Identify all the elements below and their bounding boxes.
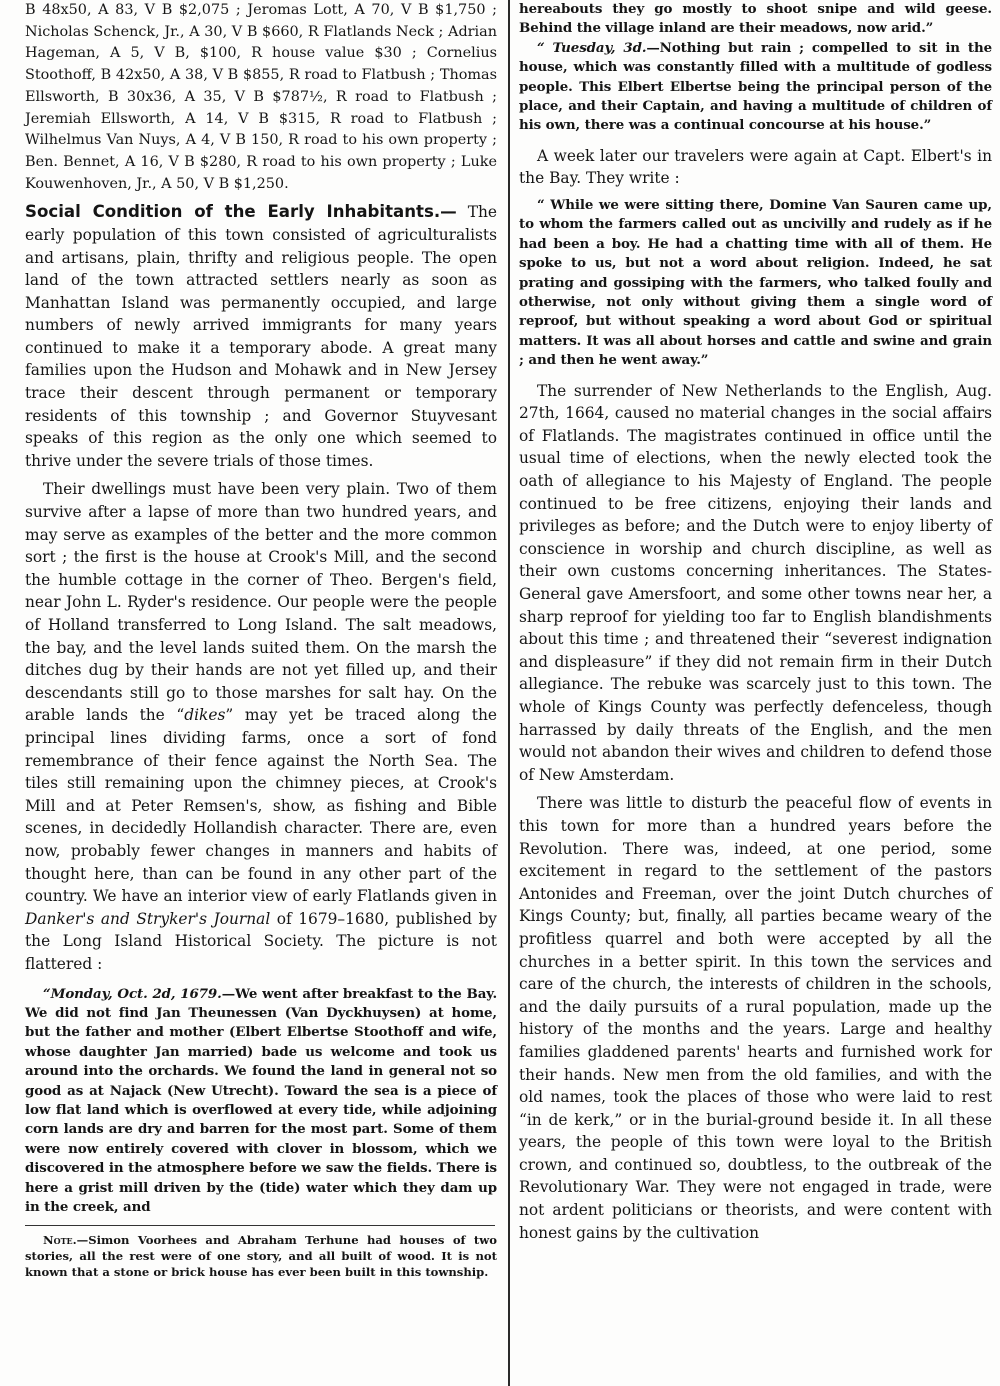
section-paragraph-1: [25, 201, 497, 472]
left-column: [25, 0, 497, 1280]
quote-text: —We went after breakfast to the Bay. We did not find Jan Theunessen (Van Dyckhuysen) at home, but the father and mother (Elbert Elbertse Stoothoff and wife, whose daughter Jan married) bade us welcome and took us around into the orchards. We found the land in general not so good as at Najack (New Utrecht). Toward the sea is a piece of low flat land which is overflowed at every tide, while adjoining corn lands are dry and barren for the most part. Some of them were now entirely covered with clover in blossom, which we discovered in the atmosphere before we saw the fields. There is here a grist mill driven by the (tide) water which they dam up in the creek, and: [25, 985, 498, 1215]
section-paragraph-5: There was little to disturb the peaceful flow of events in this town for more than a hundred years before the Revolution. There was, indeed, at one period, some excitement in regard to the settlement of the pastors Antonides and Freeman, over the joint Dutch churches of Kings County; but, finally, all parties became weary of the profitless quarrel and both were accepted by all the churches in a better spirit. In this town the services and care of the church, the interests of children in the schools, and the daily pursuits of a rural population, made up the history of the months and the years. Large and healthy families gladdened parents' hearts and furnished work for their hands. New men from the old families, and with the old names, took the places of those who were laid to rest “in de kerk,” or in the burial-ground beside it. In all these years, the people of this town were loyal to the British crown, and continued so, doubtless, to the outbreak of the Revolutionary War. They were not engaged in trade, were not ardent politicians or theorists, and were content with honest gains by the cultivation: [519, 794, 992, 1242]
quote-date: “ Tuesday, 3d.: [537, 39, 647, 56]
footnote-label: Note.: [43, 1233, 77, 1248]
quote-date: “Monday, Oct. 2d, 1679.: [43, 985, 222, 1002]
quote-text: —Nothing but rain ; compelled to sit in the house, which was constantly filled with a multitude of godless people. This Elbert Elbertse being the principal person of the place, and their Captain, and having a multitude of children of his own, there was a continual concourse at his house.”: [519, 39, 992, 134]
census-list: B 48x50, A 83, V B $2,075 ; Jeromas Lott, A 70, V B $1,750 ; Nicholas Schenck, Jr., A 30, V B $660, R Flatlands Neck ; Adrian Hageman, A 5, V B, $100, R house value $30 ; Cornelius Stoothoff, B 42x50, A 38, V B $855, R road to Flatbush ; Thomas Ellsworth, B 30x36, A 35, V B $787½, R road to Flatbush ; Jeremiah Ellsworth, A 14, V B $315, R road to Flatbush ; Wilhelmus Van Nuys, A 4, V B 150, R road to his own property ; Ben. Bennet, A 16, V B $280, R road to his own property ; Luke Kouwenhoven, Jr., A 50, V B $1,250.: [25, 2, 497, 192]
journal-quote-monday: [25, 985, 497, 1218]
column-divider: [508, 0, 510, 1386]
section-paragraph-2: [25, 478, 497, 975]
footnote: [25, 1233, 497, 1280]
section-paragraph-3: A week later our travelers were again at Capt. Elbert's in the Bay. They write :: [519, 146, 992, 188]
journal-quote-domine: “ While we were sitting there, Domine Van Sauren came up, to whom the farmers called out as uncivilly and rudely as if he had been a boy. He had a chatting time with all of them. He spoke to us, but not a word about religion. Indeed, he sat prating and gossiping with the farmers, who talked foully and otherwise, not only without giving them a single word of reproof, but without speaking a word about God or spiritual matters. It was all about horses and cattle and swine and grain ; and then he went away.”: [519, 197, 992, 369]
paragraph-text: of 1679–1680, published by the Long Island Historical Society. The picture is not flattered :: [25, 909, 497, 973]
dikes-term: dikes: [184, 706, 226, 725]
paragraph-text: Their dwellings must have been very plain. Two of them survive after a lapse of more than two hundred years, and may serve as examples of the better and the more common sort ; the first is the house at Crook's Mill, and the second the humble cottage in the corner of Theo. Bergen's field, near John L. Ryder's residence. Our people were the people of Holland transferred to Long Island. The salt meadows, the bay, and the level lands suited them. On the marsh the ditches dug by their hands are not yet filled up, and their descendants still go to those marshes for salt hay. On the arable lands the “: [25, 480, 497, 725]
paragraph-text: ” may yet be traced along the principal lines dividing farms, once a sort of fond remembrance of their fence against the North Sea. The tiles still remaining upon the chimney pieces, at Crook's Mill and at Peter Remsen's, show, as fishing and Bible scenes, in decidedly Hollandish character. There are, even now, probably fewer changes in manners and habits of thought here, than can be found in any other part of the country. We have an interior view of early Flatlands given in: [25, 706, 497, 906]
journal-title: Danker's and Stryker's Journal: [25, 909, 271, 928]
right-column: [519, 0, 992, 1244]
journal-quote-tuesday: [519, 39, 992, 136]
journal-quote-continued: hereabouts they go mostly to shoot snipe and wild geese. Behind the village inland are their meadows, now arid.”: [519, 1, 992, 37]
section-heading: Social Condition of the Early Inhabitants.—: [25, 202, 457, 222]
footnote-text: —Simon Voorhees and Abraham Terhune had houses of two stories, all the rest were of one story, and all built of wood. It is not known that a stone or brick house has ever been built in this township.: [25, 1233, 497, 1279]
footnote-divider: [25, 1225, 495, 1226]
paragraph-text: The early population of this town consisted of agriculturalists and artisans, plain, thrifty and religious people. The open land of the town attracted settlers nearly as soon as Manhattan Island was permanently occupied, and large numbers of newly arrived immigrants for many years continued to make it a temporary abode. A great many families upon the Hudson and Mohawk and in New Jersey trace their descent through permanent or temporary residents of this township ; and Governor Stuyvesant speaks of this region as the only one which seemed to thrive under the severe trials of those times.: [25, 203, 497, 470]
section-paragraph-4: The surrender of New Netherlands to the English, Aug. 27th, 1664, caused no material changes in the social affairs of Flatlands. The magistrates continued in office until the usual time of elections, when the newly elected took the oath of allegiance to his Majesty of England. The people continued to be free citizens, enjoying their lands and privileges as before; and the Dutch were to enjoy liberty of conscience in worship and church discipline, as well as their own customs concerning inheritances. The States-General gave Amersfoort, and some other towns near her, a sharp reproof for yielding too far to English blandishments about this time ; and threatened their “severest indignation and displeasure” if they did not remain firm in their Dutch allegiance. The rebuke was scarcely just to this town. The whole of Kings County was perfectly defenceless, though harrassed by daily threats of the English, and the men would not abandon their wives and children to defend those of New Amsterdam.: [519, 381, 992, 784]
